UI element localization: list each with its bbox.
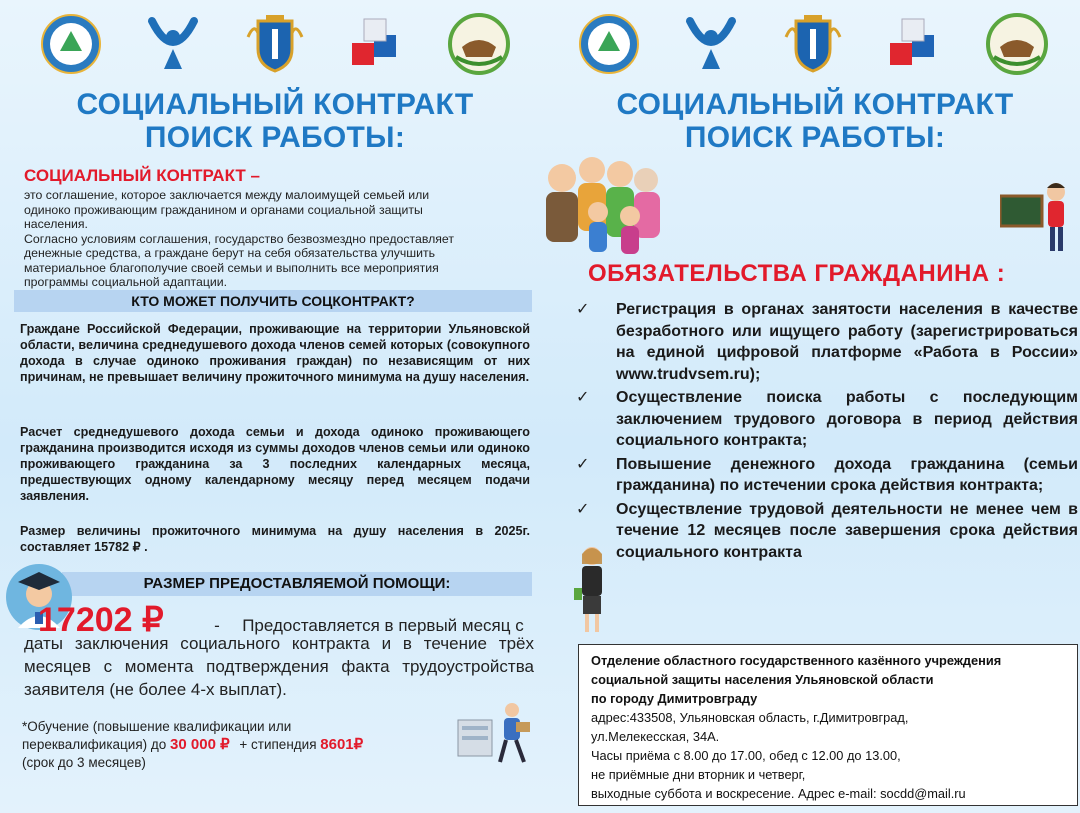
family-illustration xyxy=(534,150,674,260)
obligation-text: Осуществление поиска работы с последующим заключением трудового договора в период действия социального контракта; xyxy=(616,389,1078,449)
office-line: по городу Димитровграду xyxy=(591,691,758,706)
amount-dash: - xyxy=(214,616,220,635)
definition-line: программы социальной адаптации. xyxy=(24,275,228,289)
ulyanovsk-coat-of-arms-icon xyxy=(782,13,844,75)
training-line2-prefix: переквалификация) до xyxy=(22,737,167,752)
left-title-line2: ПОИСК РАБОТЫ: xyxy=(144,121,406,154)
check-icon: ✓ xyxy=(576,389,590,406)
left-title xyxy=(40,88,510,154)
obligation-item xyxy=(576,387,1078,452)
right-title xyxy=(580,88,1050,154)
definition-line: Согласно условиям соглашения, государство безвозмездно предоставляет xyxy=(24,231,454,246)
cubes-icon xyxy=(346,13,408,75)
office-address: адрес:433508, Ульяновская область, г.Димитровград, xyxy=(591,710,909,725)
obligation-text: Повышение денежного дохода гражданина (семьи гражданина) по истечении срока действия контракта; xyxy=(616,455,1078,494)
obligations-title: ОБЯЗАТЕЛЬСТВА ГРАЖДАНИНА : xyxy=(588,260,1006,287)
agro-cow-icon xyxy=(986,13,1048,75)
office-weekend-email: выходные суббота и воскресение. Адрес e-mail: socdd@mail.ru xyxy=(591,786,966,801)
training-line2 xyxy=(22,736,442,754)
ulyanovsk-social-icon xyxy=(680,13,742,75)
right-title-line1: СОЦИАЛЬНЫЙ КОНТРАКТ xyxy=(616,88,1014,121)
ogkm-emblem-icon xyxy=(40,13,102,75)
who-paragraph-2: Расчет среднедушевого дохода семьи и дохода одиноко проживающего гражданина производится исходя из суммы доходов членов семьи или одиноко проживающего гражданина за 3 последних календарных месяца, предшествующих одному календарному месяцу перед месяцем подачи заявления. xyxy=(20,425,530,503)
who-paragraph-3: Размер величины прожиточного минимума на душу населения в 2025г. составляет 15782 ₽ . xyxy=(20,524,530,554)
office-street: ул.Мелекесская, 34А. xyxy=(591,729,720,744)
definition-line: одиноко проживающим гражданином и органами социальной защиты xyxy=(24,202,423,217)
training-line3: (срок до 3 месяцев) xyxy=(22,755,146,770)
help-text-first: Предоставляется в первый месяц с xyxy=(242,616,524,635)
left-title-line1: СОЦИАЛЬНЫЙ КОНТРАКТ xyxy=(76,88,474,121)
definition-line: материальное благополучие своей семьи и выполнить все мероприятия xyxy=(24,260,439,275)
agro-cow-icon xyxy=(448,13,510,75)
definition-line: населения. xyxy=(24,217,88,231)
stipend-amount: 8601₽ xyxy=(320,736,364,753)
definition-text xyxy=(24,188,538,290)
office-hours: Часы приёма с 8.00 до 17.00, обед с 12.00 до 13.00, xyxy=(591,748,901,763)
businesswoman-illustration xyxy=(570,544,614,636)
help-text-rest: даты заключения социального контракта и в течение трёх месяцев с момента подтверждения факта трудоустройства заявителя (не более 4-х выплат). xyxy=(24,634,534,699)
obligation-item xyxy=(576,454,1078,497)
definition-title: СОЦИАЛЬНЫЙ КОНТРАКТ – xyxy=(24,166,260,185)
cubes-icon xyxy=(884,13,946,75)
definition-line: денежные средства, а граждане берут на себя обязательства улучшить xyxy=(24,246,436,260)
training-line1: *Обучение (повышение квалификации или xyxy=(22,719,292,734)
definition-line: это соглашение, которое заключается между малоимущей семьей или xyxy=(24,188,430,202)
office-info-box xyxy=(578,644,1078,806)
who-header-bar xyxy=(14,290,532,312)
help-amount: 17202 ₽ xyxy=(38,601,164,639)
obligation-text: Регистрация в органах занятости населения в качестве безработного или ищущего работу (зарегистрироваться на единой цифровой платформе «Работа в России» www.trudvsem.ru); xyxy=(616,301,1078,383)
training-note xyxy=(22,718,442,772)
check-icon: ✓ xyxy=(576,301,590,318)
obligation-text: Осуществление трудовой деятельности не менее чем в течение 12 месяцев после завершения срока действия социального контракта xyxy=(616,500,1078,561)
right-title-line2: ПОИСК РАБОТЫ: xyxy=(684,121,946,154)
office-line: Отделение областного государственного казённого учреждения xyxy=(591,653,1002,668)
ulyanovsk-coat-of-arms-icon xyxy=(244,13,306,75)
check-icon: ✓ xyxy=(576,500,590,518)
who-header: КТО МОЖЕТ ПОЛУЧИТЬ СОЦКОНТРАКТ? xyxy=(131,293,415,309)
size-header-bar xyxy=(62,572,532,596)
size-header: РАЗМЕР ПРЕДОСТАВЛЯЕМОЙ ПОМОЩИ: xyxy=(143,575,451,592)
logo-row-right xyxy=(578,10,1048,78)
teacher-illustration xyxy=(1000,176,1072,256)
logo-row-left xyxy=(40,10,550,78)
who-paragraph-1: Граждане Российской Федерации, проживающие на территории Ульяновской области, величина среднедушевого дохода членов семей которых (совокупного дохода в случае одиноко проживания граждан) по независящим от них причинам, не превышает величину прожиточного минимума на душу населения. xyxy=(20,322,530,384)
check-icon: ✓ xyxy=(576,455,590,473)
obligations-list xyxy=(576,299,1078,565)
ogkm-emblem-icon xyxy=(578,13,640,75)
ulyanovsk-social-icon xyxy=(142,13,204,75)
training-amount: 30 000 ₽ xyxy=(170,736,230,753)
obligation-item xyxy=(576,299,1078,385)
office-days-off: не приёмные дни вторник и четверг, xyxy=(591,767,806,782)
obligation-item xyxy=(576,499,1078,564)
courier-illustration xyxy=(456,700,534,766)
office-line: социальной защиты населения Ульяновской области xyxy=(591,672,934,687)
stipend-label: + стипендия xyxy=(239,737,317,752)
